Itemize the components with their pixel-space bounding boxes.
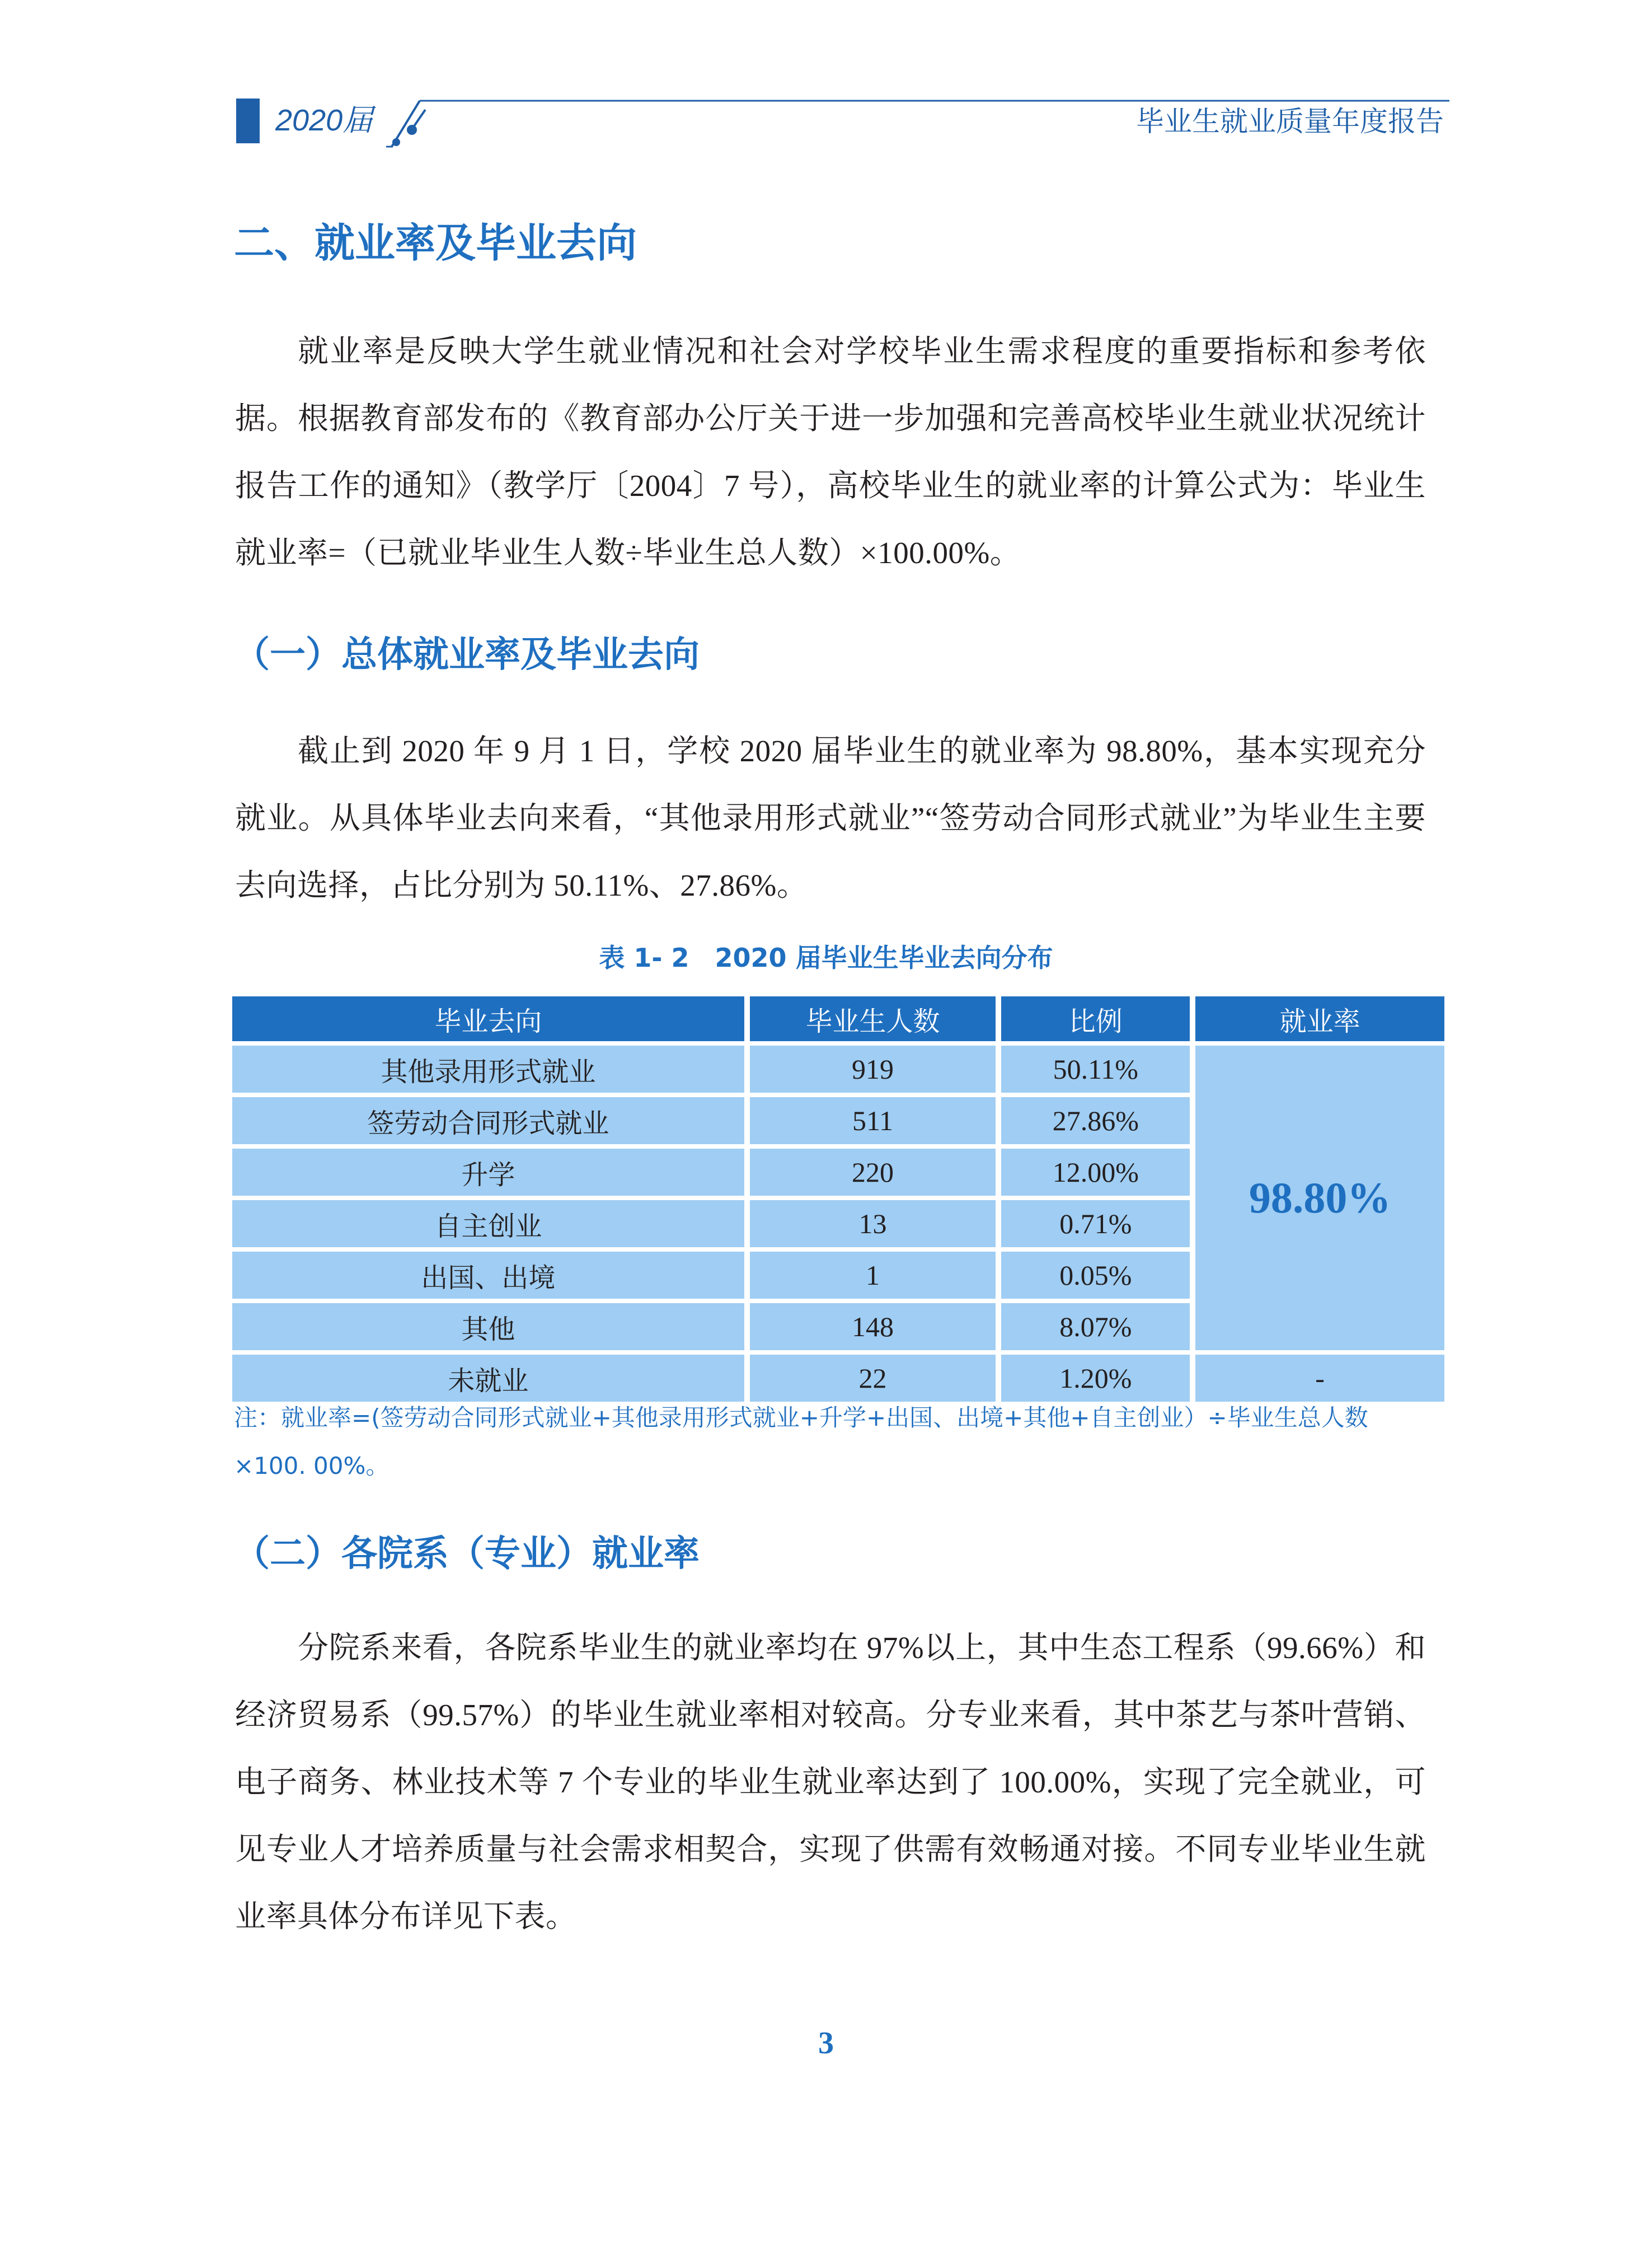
row-ratio: 0.05% (1001, 1252, 1190, 1299)
row-category: 自主创业 (232, 1200, 744, 1247)
row-category: 升学 (232, 1149, 744, 1196)
header-count: 毕业生人数 (750, 996, 996, 1041)
header-report-title: 毕业生就业质量年度报告 (1136, 106, 1444, 137)
row-count: 511 (750, 1097, 996, 1144)
header-year: 2020届 (275, 104, 373, 137)
subsection-heading-overall: （一）总体就业率及毕业去向 (234, 634, 700, 676)
row-category: 出国、出境 (232, 1252, 744, 1299)
row-category: 其他 (232, 1303, 744, 1350)
row-ratio: 27.86% (1001, 1097, 1190, 1144)
row-count: 148 (750, 1303, 996, 1350)
row-count: 1 (750, 1252, 996, 1299)
employment-rate-value: 98.80% (1195, 1046, 1444, 1350)
table-note: 注：就业率=(签劳动合同形式就业+其他录用形式就业+升学+出国、出境+其他+自主创业）÷毕业生总人数×100. 00%。 (234, 1404, 1368, 1479)
destination-table (227, 992, 1450, 1406)
subsection-heading-departments: （二）各院系（专业）就业率 (234, 1533, 700, 1575)
row-ratio: 0.71% (1001, 1200, 1190, 1247)
row-ratio: 50.11% (1001, 1046, 1190, 1093)
row-category: 其他录用形式就业 (232, 1046, 744, 1093)
row-ratio: 12.00% (1001, 1149, 1190, 1196)
header-ratio: 比例 (1001, 996, 1190, 1041)
row-category: 签劳动合同形式就业 (232, 1097, 744, 1144)
row-count: 13 (750, 1200, 996, 1247)
header-destination: 毕业去向 (232, 996, 744, 1041)
table-caption: 表 1- 2 2020 届毕业生毕业去向分布 (599, 943, 1053, 973)
intro-paragraph: 就业率是反映大学生就业情况和社会对学校毕业生需求程度的重要指标和参考依据。根据教育部发布的《教育部办公厅关于进一步加强和完善高校毕业生就业状况统计报告工作的通知》（教学厅〔2004〕7 号），高校毕业生的就业率的计算公式为：毕业生就业率=（已就业毕业生人数÷毕业生总人数）×100.00%。 (235, 334, 1426, 570)
row-category: 未就业 (232, 1355, 744, 1402)
table-row (232, 1046, 1444, 1093)
header-accent-bar (236, 99, 260, 143)
row-ratio: 1.20% (1001, 1355, 1190, 1402)
table-header-row (232, 996, 1444, 1041)
row-count: 220 (750, 1149, 996, 1196)
overall-paragraph: 截止到 2020 年 9 月 1 日，学校 2020 届毕业生的就业率为 98.80%，基本实现充分就业。从具体毕业去向来看，“其他录用形式就业”“签劳动合同形式就业”为毕业生主要去向选择，占比分别为 50.11%、27.86%。 (235, 734, 1426, 902)
header-employment-rate: 就业率 (1195, 996, 1444, 1041)
row-rate: - (1195, 1355, 1444, 1402)
departments-paragraph: 分院系来看，各院系毕业生的就业率均在 97%以上，其中生态工程系（99.66%）和经济贸易系（99.57%）的毕业生就业率相对较高。分专业来看，其中茶艺与茶叶营销、电子商务、林业技术等 7 个专业的毕业生就业率达到了 100.00%，实现了完全就业，可见专业人才培养质量与社会需求相契合，实现了供需有效畅通对接。不同专业毕业生就业率具体分布详见下表。 (235, 1631, 1426, 1933)
section-heading: 二、就业率及毕业去向 (234, 219, 637, 266)
row-ratio: 8.07% (1001, 1303, 1190, 1350)
page-number: 3 (818, 2026, 834, 2061)
row-count: 22 (750, 1355, 996, 1402)
row-count: 919 (750, 1046, 996, 1093)
